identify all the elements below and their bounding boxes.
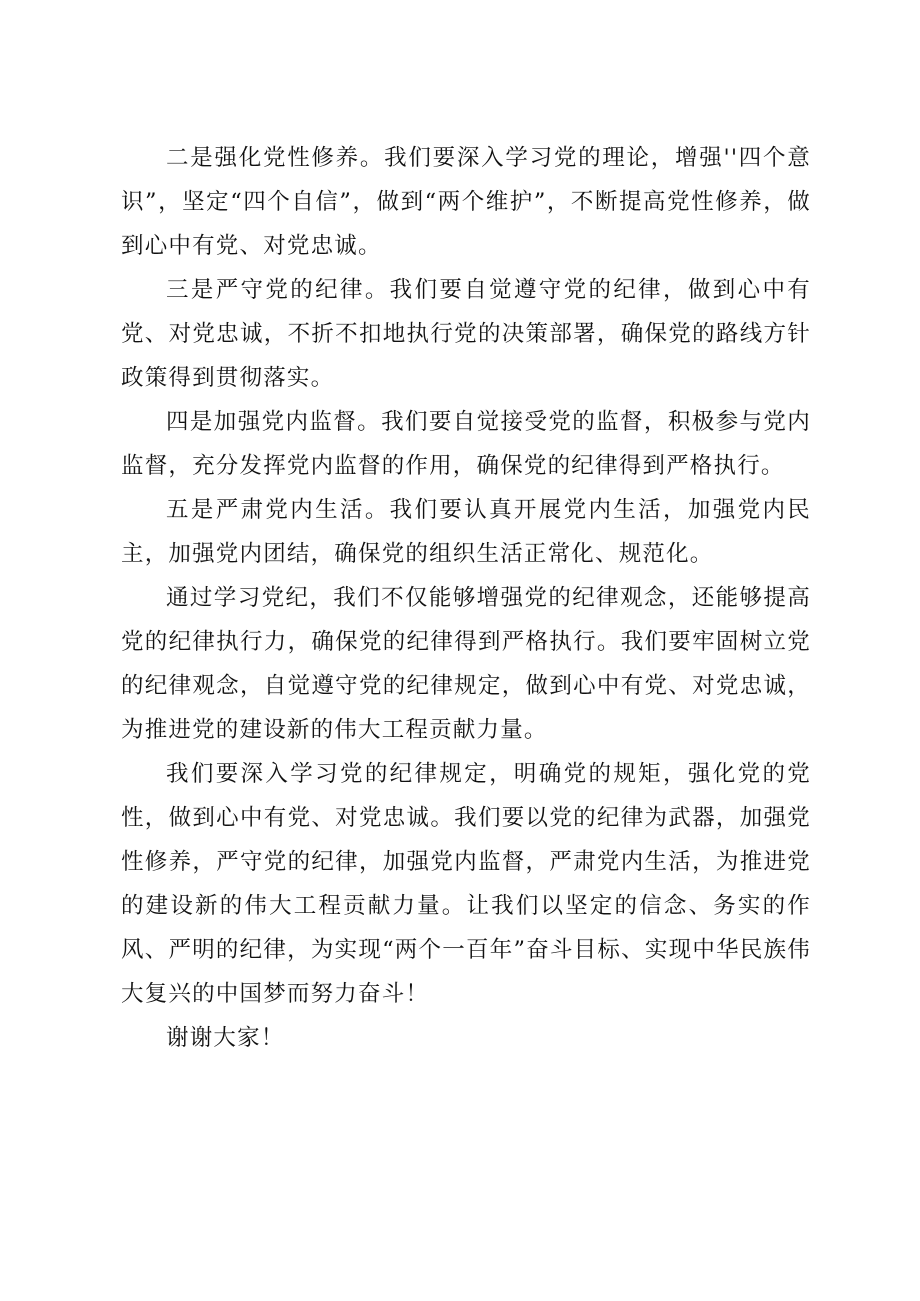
paragraph-conclusion: 我们要深入学习党的纪律规定，明确党的规矩，强化党的党性，做到心中有党、对党忠诚。我们要以党的纪律为武器，加强党性修养，严守党的纪律，加强党内监督，严肃党内生活，为推进党的建设新的伟大工程贡献力量。让我们以坚定的信念、务实的作风、严明的纪律，为实现“两个一百年”奋斗目标、实现中华民族伟大复兴的中国梦而努力奋斗！ [121, 761, 811, 1007]
paragraph-internal-supervision: 四是加强党内监督。我们要自觉接受党的监督，积极参与党内监督，充分发挥党内监督的作用，确保党的纪律得到严格执行。 [121, 409, 811, 479]
paragraph-thanks: 谢谢大家！ [166, 1025, 285, 1051]
paragraph-learning-discipline: 通过学习党纪，我们不仅能够增强党的纪律观念，还能够提高党的纪律执行力，确保党的纪律得到严格执行。我们要牢固树立党的纪律观念，自觉遵守党的纪律规定，做到心中有党、对党忠诚，为推进党的建设新的伟大工程贡献力量。 [121, 585, 811, 743]
paragraph-observe-discipline: 三是严守党的纪律。我们要自觉遵守党的纪律，做到心中有党、对党忠诚，不折不扣地执行党的决策部署，确保党的路线方针政策得到贯彻落实。 [121, 277, 811, 391]
document-body [121, 136, 811, 1060]
paragraph-party-life: 五是严肃党内生活。我们要认真开展党内生活，加强党内民主，加强党内团结，确保党的组织生活正常化、规范化。 [121, 497, 811, 567]
paragraph-strengthen-party-spirit: 二是强化党性修养。我们要深入学习党的理论，增强''四个意识”，坚定“四个自信”，做到“两个维护”，不断提高党性修养，做到心中有党、对党忠诚。 [121, 145, 811, 259]
